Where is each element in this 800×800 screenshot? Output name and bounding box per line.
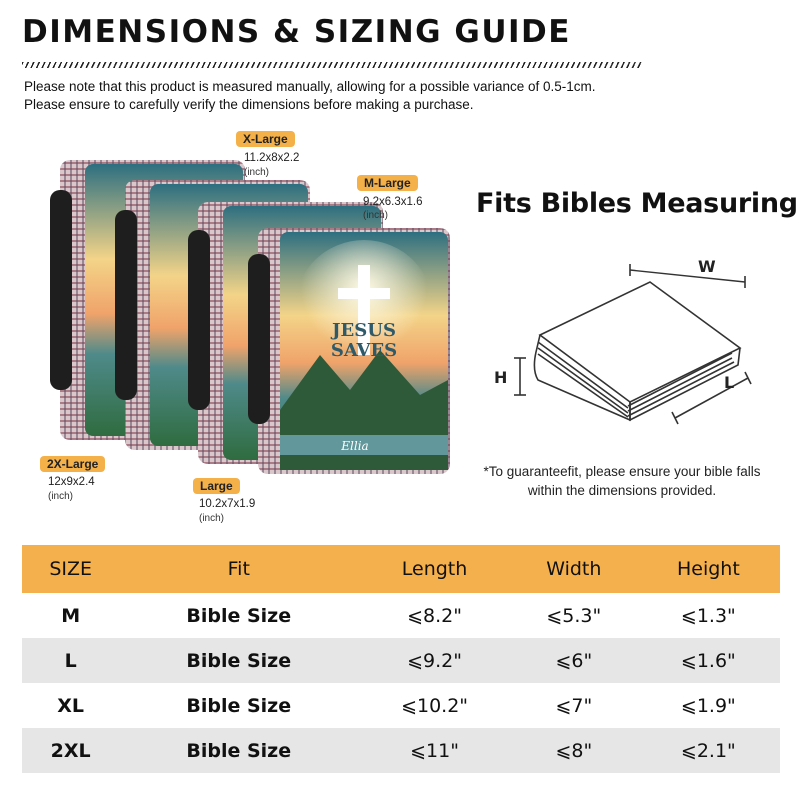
dimension-label-w: W bbox=[698, 257, 716, 276]
header-size: SIZE bbox=[22, 545, 119, 593]
size-tag-2x-large: 2X-Large bbox=[40, 456, 105, 472]
cell-fit: Bible Size bbox=[186, 694, 292, 717]
cell-size: M bbox=[61, 604, 81, 627]
table-row bbox=[22, 638, 780, 683]
cell-width: ⩽8" bbox=[511, 728, 637, 773]
verify-note: Please ensure to carefully verify the dimensions before making a purchase. bbox=[24, 97, 474, 112]
table-row bbox=[22, 728, 780, 773]
cover-text-saves: SAVES bbox=[330, 340, 398, 361]
table-row bbox=[22, 683, 780, 728]
cell-fit: Bible Size bbox=[119, 728, 358, 773]
cell-size: L bbox=[22, 638, 119, 683]
size-dims-x-large: 11.2x8x2.2 bbox=[244, 152, 300, 164]
cell-length: ⩽8.2" bbox=[407, 604, 462, 627]
cell-height: ⩽2.1" bbox=[637, 728, 780, 773]
dimension-label-l: L bbox=[724, 373, 735, 392]
cell-fit: Bible Size bbox=[119, 638, 358, 683]
size-tag-m-large: M-Large bbox=[357, 175, 418, 191]
table-header-row bbox=[22, 545, 780, 593]
size-tag-large: Large bbox=[193, 478, 240, 494]
cell-width: ⩽5.3" bbox=[546, 604, 602, 627]
size-unit-large: (inch) bbox=[199, 513, 225, 524]
cell-width: ⩽6" bbox=[511, 638, 637, 683]
cell-size: 2XL bbox=[22, 728, 119, 773]
cell-height: ⩽1.9" bbox=[680, 694, 736, 717]
cell-length: ⩽10.2" bbox=[401, 694, 469, 717]
header-length: Length bbox=[358, 545, 511, 593]
dimension-label-h: H bbox=[494, 368, 508, 387]
variance-note: Please note that this product is measured manually, allowing for a possible variance of 0.5-1cm. bbox=[24, 79, 596, 94]
title-underline bbox=[22, 62, 642, 68]
size-tag-x-large: X-Large bbox=[236, 131, 295, 147]
size-dims-2x-large: 12x9x2.4 bbox=[48, 476, 95, 488]
cell-length: ⩽9.2" bbox=[358, 638, 511, 683]
table-row bbox=[22, 593, 780, 638]
size-unit-m-large: (inch) bbox=[363, 210, 389, 221]
cell-fit: Bible Size bbox=[186, 604, 292, 627]
cell-width: ⩽7" bbox=[555, 694, 593, 717]
fit-note-line1: *To guaranteefit, please ensure your bible falls bbox=[483, 464, 761, 479]
cover-text-jesus: JESUS bbox=[332, 320, 396, 341]
header-width: Width bbox=[511, 545, 637, 593]
fit-guarantee-note bbox=[462, 462, 782, 500]
cell-size: XL bbox=[57, 694, 85, 717]
size-unit-x-large: (inch) bbox=[244, 167, 270, 178]
size-dims-large: 10.2x7x1.9 bbox=[199, 498, 256, 510]
header-fit: Fit bbox=[119, 545, 358, 593]
size-table bbox=[22, 545, 780, 773]
cell-height: ⩽1.3" bbox=[680, 604, 736, 627]
book-dimension-diagram bbox=[480, 230, 770, 440]
size-unit-2x-large: (inch) bbox=[48, 491, 74, 502]
cover-name: Ellia bbox=[341, 439, 369, 453]
size-dims-m-large: 9.2x6.3x1.6 bbox=[363, 196, 423, 208]
header-height: Height bbox=[637, 545, 780, 593]
fit-note-line2: within the dimensions provided. bbox=[527, 483, 717, 498]
cell-height: ⩽1.6" bbox=[637, 638, 780, 683]
cover-m-large bbox=[248, 228, 450, 474]
fits-title: Fits Bibles Measuring bbox=[476, 188, 798, 219]
cell-length: ⩽11" bbox=[358, 728, 511, 773]
page-title: DIMENSIONS & SIZING GUIDE bbox=[22, 14, 571, 50]
